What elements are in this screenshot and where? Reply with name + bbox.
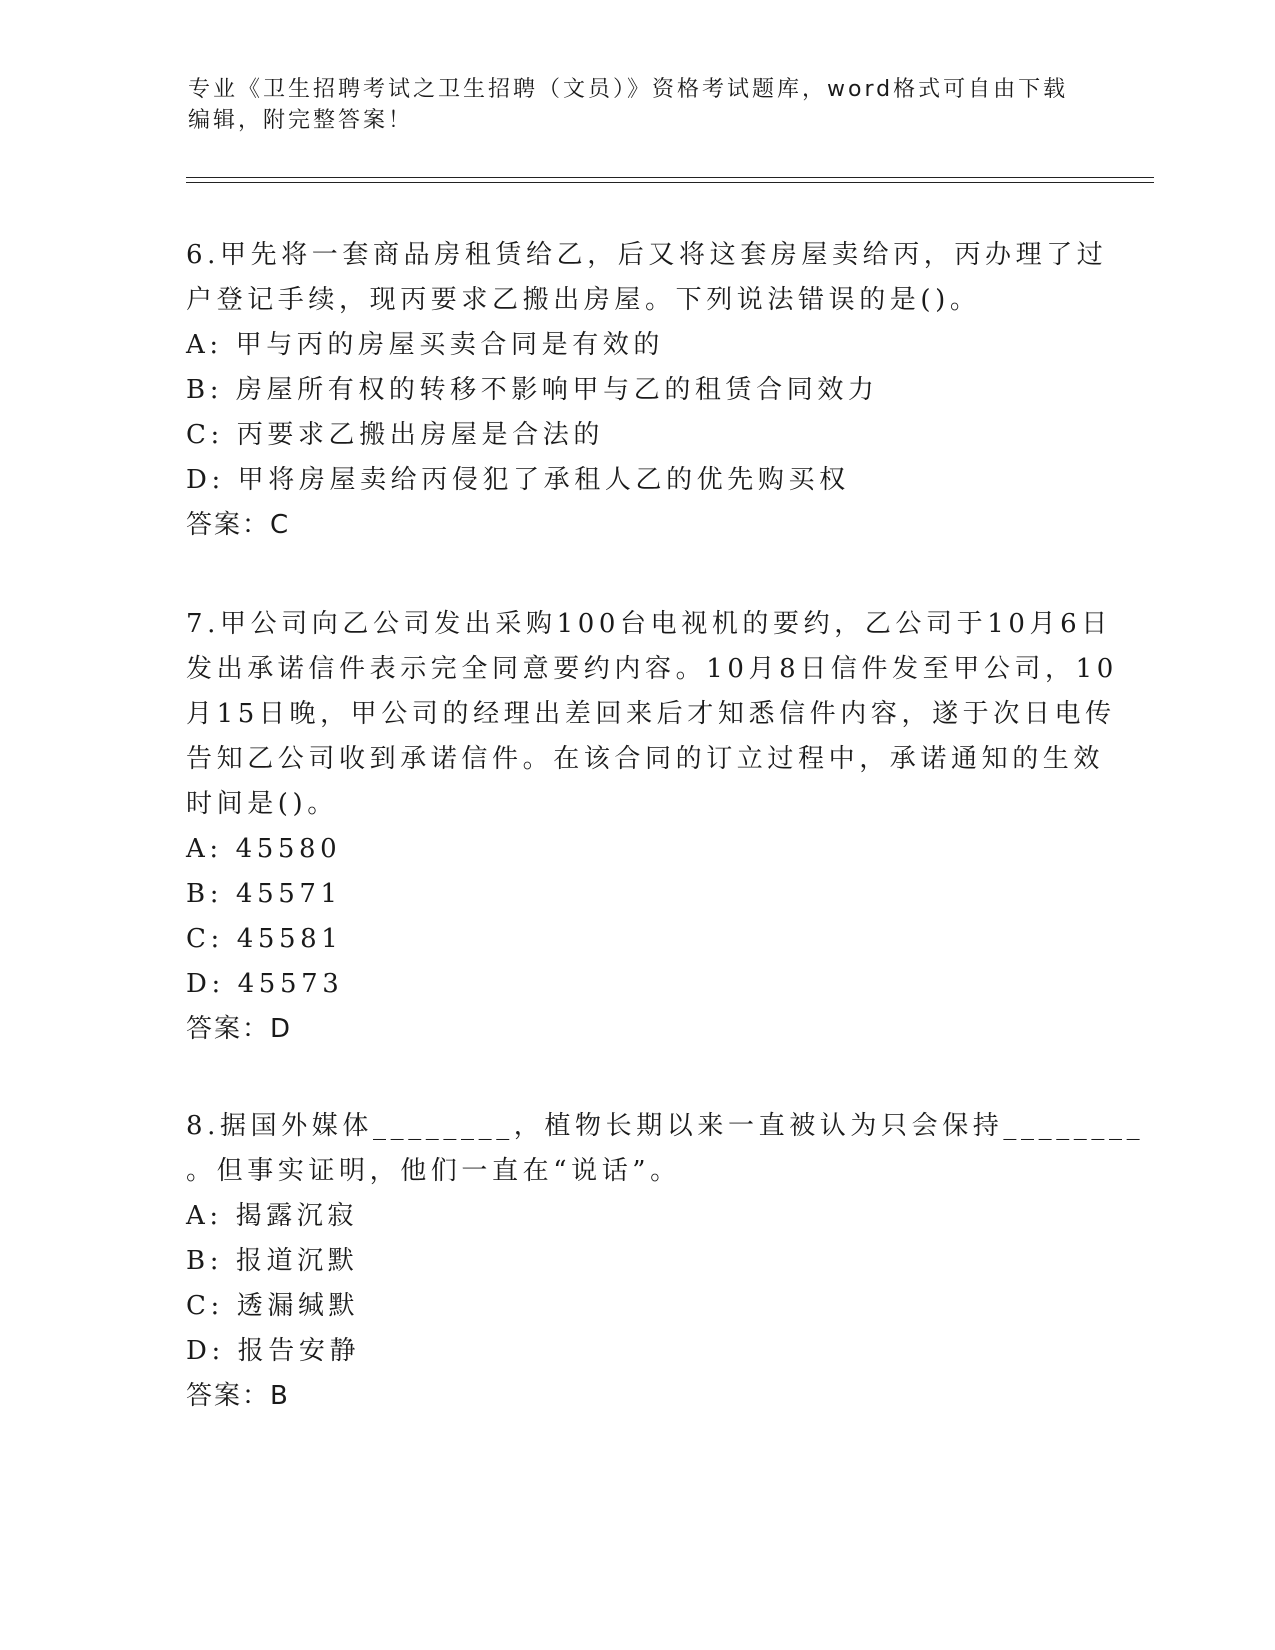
header-divider-bottom xyxy=(186,182,1154,183)
question-stem-line: 。但事实证明，他们一直在“说话”。 xyxy=(186,1156,681,1186)
question-6 xyxy=(186,233,1108,548)
header-line-2: 编辑，附完整答案！ xyxy=(188,108,414,133)
question-stem-line: 发出承诺信件表示完全同意要约内容。10月8日信件发至甲公司，10 xyxy=(186,654,1118,684)
option-b: B: 报道沉默 xyxy=(186,1246,359,1276)
option-b: B: 房屋所有权的转移不影响甲与乙的租赁合同效力 xyxy=(186,375,879,405)
option-c: C: 丙要求乙搬出房屋是合法的 xyxy=(186,420,604,450)
option-a: A: 45580 xyxy=(186,834,342,864)
question-stem-line: 月15日晚，甲公司的经理出差回来后才知悉信件内容，遂于次日电传 xyxy=(186,699,1116,729)
question-stem-line: 户登记手续，现丙要求乙搬出房屋。下列说法错误的是()。 xyxy=(186,285,981,315)
question-7 xyxy=(186,602,1118,1052)
option-d: D: 甲将房屋卖给丙侵犯了承租人乙的优先购买权 xyxy=(186,465,850,495)
question-stem-line: 7.甲公司向乙公司发出采购100台电视机的要约，乙公司于10月6日 xyxy=(186,609,1112,639)
answer-line: 答案：B xyxy=(186,1381,290,1411)
header-line-1: 专业《卫生招聘考试之卫生招聘（文员）》资格考试题库，word格式可自由下载 xyxy=(188,77,1069,102)
option-a: A: 揭露沉寂 xyxy=(186,1201,359,1231)
question-stem-line: 6.甲先将一套商品房租赁给乙，后又将这套房屋卖给丙，丙办理了过 xyxy=(186,240,1108,270)
option-a: A: 甲与丙的房屋买卖合同是有效的 xyxy=(186,330,665,360)
question-stem-line: 8.据国外媒体________，植物长期以来一直被认为只会保持________ xyxy=(186,1111,1145,1141)
question-stem-line: 告知乙公司收到承诺信件。在该合同的订立过程中，承诺通知的生效 xyxy=(186,744,1105,774)
option-c: C: 透漏缄默 xyxy=(186,1291,360,1321)
header-divider-top xyxy=(186,177,1154,178)
question-stem-line: 时间是()。 xyxy=(186,789,338,819)
answer-line: 答案：D xyxy=(186,1014,293,1044)
option-b: B: 45571 xyxy=(186,879,342,909)
option-c: C: 45581 xyxy=(186,924,343,954)
option-d: D: 45573 xyxy=(186,969,344,999)
option-d: D: 报告安静 xyxy=(186,1336,361,1366)
document-header xyxy=(188,74,1068,136)
answer-line: 答案：C xyxy=(186,510,291,540)
question-8 xyxy=(186,1104,1145,1419)
